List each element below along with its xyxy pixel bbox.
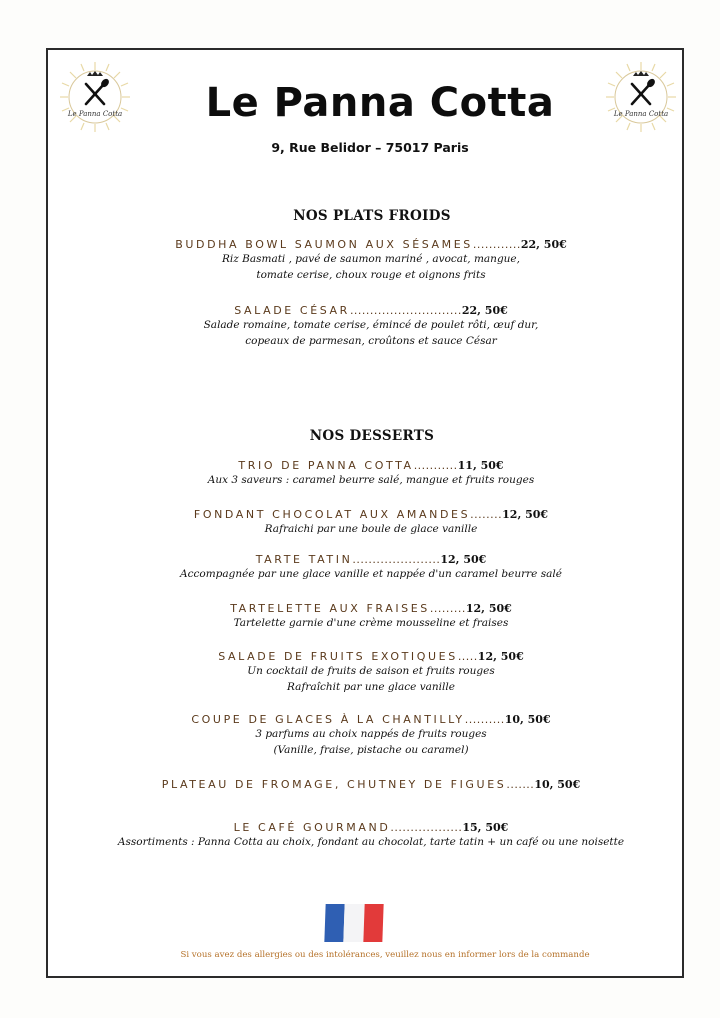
item-name: LE CAFÉ GOURMAND <box>233 821 391 834</box>
logo-script: Le Panna Cotta <box>67 110 123 118</box>
french-flag-icon <box>324 904 383 942</box>
item-dots: ........ <box>470 508 503 521</box>
item-description: tomate cerise, choux rouge et oignons frits <box>256 269 486 281</box>
item-dots: ......... <box>429 602 466 615</box>
item-dots: .................. <box>390 821 463 834</box>
item-name: TARTELETTE AUX FRAISES <box>230 602 430 615</box>
restaurant-address: 9, Rue Belidor – 75017 Paris <box>271 140 469 155</box>
item-name: PLATEAU DE FROMAGE, CHUTNEY DE FIGUES <box>161 778 507 791</box>
item-price: 10, 50€ <box>534 778 581 791</box>
menu-item <box>46 650 696 695</box>
item-price: 12, 50€ <box>440 553 487 566</box>
item-description: Rafraîchit par une glace vanille <box>287 681 455 693</box>
section-title-desserts: NOS DESSERTS <box>309 428 435 444</box>
item-price: 12, 50€ <box>477 650 524 663</box>
menu-item <box>46 238 696 283</box>
item-dots: ............ <box>472 238 521 251</box>
allergy-notice: Si vous avez des allergies ou des intolérances, veuillez nous en informer lors de la commande <box>180 950 590 960</box>
item-description: Rafraichi par une boule de glace vanille <box>264 523 478 535</box>
item-description: Aux 3 saveurs : caramel beurre salé, mangue et fruits rouges <box>207 474 535 486</box>
item-price: 11, 50€ <box>457 459 504 472</box>
item-price: 22, 50€ <box>520 238 567 251</box>
item-price: 15, 50€ <box>462 821 509 834</box>
menu-item <box>46 602 696 631</box>
item-price: 12, 50€ <box>465 602 512 615</box>
item-name: TARTE TATIN <box>255 553 353 566</box>
item-dots: ............................ <box>349 304 462 317</box>
flag-red-stripe <box>363 904 384 942</box>
item-name: FONDANT CHOCOLAT AUX AMANDES <box>193 508 471 521</box>
item-price: 12, 50€ <box>502 508 549 521</box>
item-price: 22, 50€ <box>461 304 508 317</box>
item-description: 3 parfums au choix nappés de fruits rouges <box>255 728 487 740</box>
logo-script: Le Panna Cotta <box>613 110 669 118</box>
menu-item <box>46 821 696 850</box>
item-description: Riz Basmati , pavé de saumon mariné , avocat, mangue, <box>222 253 520 265</box>
item-description: Assortiments : Panna Cotta au choix, fondant au chocolat, tarte tatin + un café ou une noisette <box>117 836 625 848</box>
item-description: Salade romaine, tomate cerise, émincé de poulet rôti, œuf dur, <box>203 319 539 331</box>
item-name: COUPE DE GLACES À LA CHANTILLY <box>191 713 465 726</box>
section-title-plats-froids: NOS PLATS FROIDS <box>293 208 451 224</box>
menu-item <box>46 778 696 791</box>
menu-item <box>46 459 696 488</box>
menu-item <box>46 508 696 537</box>
item-dots: ........... <box>413 459 458 472</box>
item-price: 10, 50€ <box>504 713 551 726</box>
item-dots: ..... <box>457 650 478 663</box>
item-dots: ...................... <box>352 553 441 566</box>
item-dots: ....... <box>506 778 535 791</box>
item-name: SALADE CÉSAR <box>234 304 350 317</box>
restaurant-title: Le Panna Cotta <box>205 80 555 126</box>
flag-blue-stripe <box>324 904 345 942</box>
menu-item <box>46 553 696 582</box>
menu-item <box>46 304 696 349</box>
item-description: Un cocktail de fruits de saison et fruits rouges <box>247 665 495 677</box>
item-description: Accompagnée par une glace vanille et nappée d'un caramel beurre salé <box>180 568 562 580</box>
item-description: Tartelette garnie d'une crème mousseline et fraises <box>233 617 509 629</box>
item-name: BUDDHA BOWL SAUMON AUX SÉSAMES <box>175 238 473 251</box>
item-dots: .......... <box>464 713 505 726</box>
item-name: TRIO DE PANNA COTTA <box>238 459 414 472</box>
item-name: SALADE DE FRUITS EXOTIQUES <box>218 650 458 663</box>
item-description: (Vanille, fraise, pistache ou caramel) <box>273 744 469 756</box>
item-description: copeaux de parmesan, croûtons et sauce César <box>245 335 497 347</box>
menu-item <box>46 713 696 758</box>
flag-white-stripe <box>344 904 365 942</box>
